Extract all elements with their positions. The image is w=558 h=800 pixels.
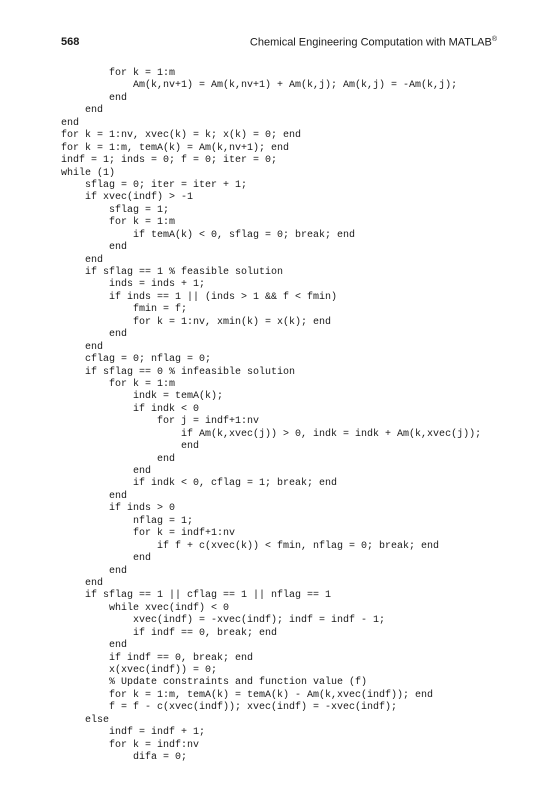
code-line: end <box>61 341 104 353</box>
code-line: xvec(indf) = -xvec(indf); indf = indf - 1; <box>61 615 386 627</box>
code-line: end <box>61 565 128 577</box>
code-line: if inds > 0 <box>61 503 176 515</box>
code-line: Am(k,nv+1) = Am(k,nv+1) + Am(k,j); Am(k,j) = -Am(k,j); <box>61 80 458 92</box>
running-title <box>250 36 497 49</box>
code-line: cflag = 0; nflag = 0; <box>61 354 212 366</box>
code-line: indk = temA(k); <box>61 391 224 403</box>
code-line: nflag = 1; <box>61 515 194 527</box>
code-line: % Update constraints and function value (f) <box>61 677 368 689</box>
code-line: for k = 1:m, temA(k) = Am(k,nv+1); end <box>61 142 290 154</box>
code-line: end <box>61 92 128 104</box>
code-line: for k = 1:nv, xmin(k) = x(k); end <box>61 316 332 328</box>
code-line: for k = 1:nv, xvec(k) = k; x(k) = 0; end <box>61 130 302 142</box>
code-line: difa = 0; <box>61 752 188 764</box>
code-line: end <box>61 254 104 266</box>
page-header <box>61 36 497 52</box>
code-line: x(xvec(indf)) = 0; <box>61 665 218 676</box>
code-line: if indk < 0, cflag = 1; break; end <box>61 478 338 490</box>
code-line: end <box>61 329 128 341</box>
code-line: for k = 1:m <box>61 217 176 229</box>
code-line: sflag = 0; iter = iter + 1; <box>61 179 248 191</box>
code-line: for k = 1:m <box>61 68 176 79</box>
code-line: if xvec(indf) > -1 <box>61 192 194 204</box>
code-line: if indf == 0, break; end <box>61 627 278 639</box>
code-line: else <box>61 714 110 726</box>
code-line: inds = inds + 1; <box>61 279 206 291</box>
code-line: sflag = 1; <box>61 204 170 216</box>
code-line: for j = indf+1:nv <box>61 416 260 428</box>
code-line: if Am(k,xvec(j)) > 0, indk = indk + Am(k,xvec(j)); <box>61 428 482 440</box>
code-line: while (1) <box>61 167 116 179</box>
code-line: for k = 1:m, temA(k) = temA(k) - Am(k,xvec(indf)); end <box>61 689 434 701</box>
code-line: if indf == 0, break; end <box>61 652 254 664</box>
code-line: if inds == 1 || (inds > 1 && f < fmin) <box>61 291 338 303</box>
page-number: 568 <box>61 36 80 48</box>
code-line: end <box>61 242 128 254</box>
running-title-text: Chemical Engineering Computation with MATLAB <box>249 36 492 49</box>
code-line: end <box>61 453 176 465</box>
code-line: if f + c(xvec(k)) < fmin, nflag = 0; break; end <box>61 540 440 552</box>
code-line: end <box>61 441 200 453</box>
code-line: indf = indf + 1; <box>61 727 206 739</box>
code-line: while xvec(indf) < 0 <box>61 602 230 614</box>
code-line: if sflag == 1 % feasible solution <box>61 267 284 278</box>
code-line: if indk < 0 <box>61 403 200 415</box>
code-line: end <box>61 577 104 589</box>
code-line: for k = indf:nv <box>61 739 200 751</box>
code-line: end <box>61 117 80 129</box>
code-line: fmin = f; <box>61 304 188 316</box>
code-line: indf = 1; inds = 0; f = 0; iter = 0; <box>61 155 278 167</box>
code-line: end <box>61 490 128 502</box>
trademark-symbol: ® <box>491 36 497 43</box>
code-line: if sflag == 0 % infeasible solution <box>61 366 296 378</box>
code-line: end <box>61 466 152 477</box>
code-line: f = f - c(xvec(indf)); xvec(indf) = -xvec(indf); <box>61 702 398 714</box>
code-line: if temA(k) < 0, sflag = 0; break; end <box>61 229 356 241</box>
code-line: for k = indf+1:nv <box>61 528 236 540</box>
code-listing <box>61 68 481 765</box>
code-line: if sflag == 1 || cflag == 1 || nflag == 1 <box>61 590 332 602</box>
code-line: end <box>61 105 104 117</box>
code-line: end <box>61 640 128 652</box>
code-line: end <box>61 553 152 565</box>
code-line: for k = 1:m <box>61 378 176 390</box>
